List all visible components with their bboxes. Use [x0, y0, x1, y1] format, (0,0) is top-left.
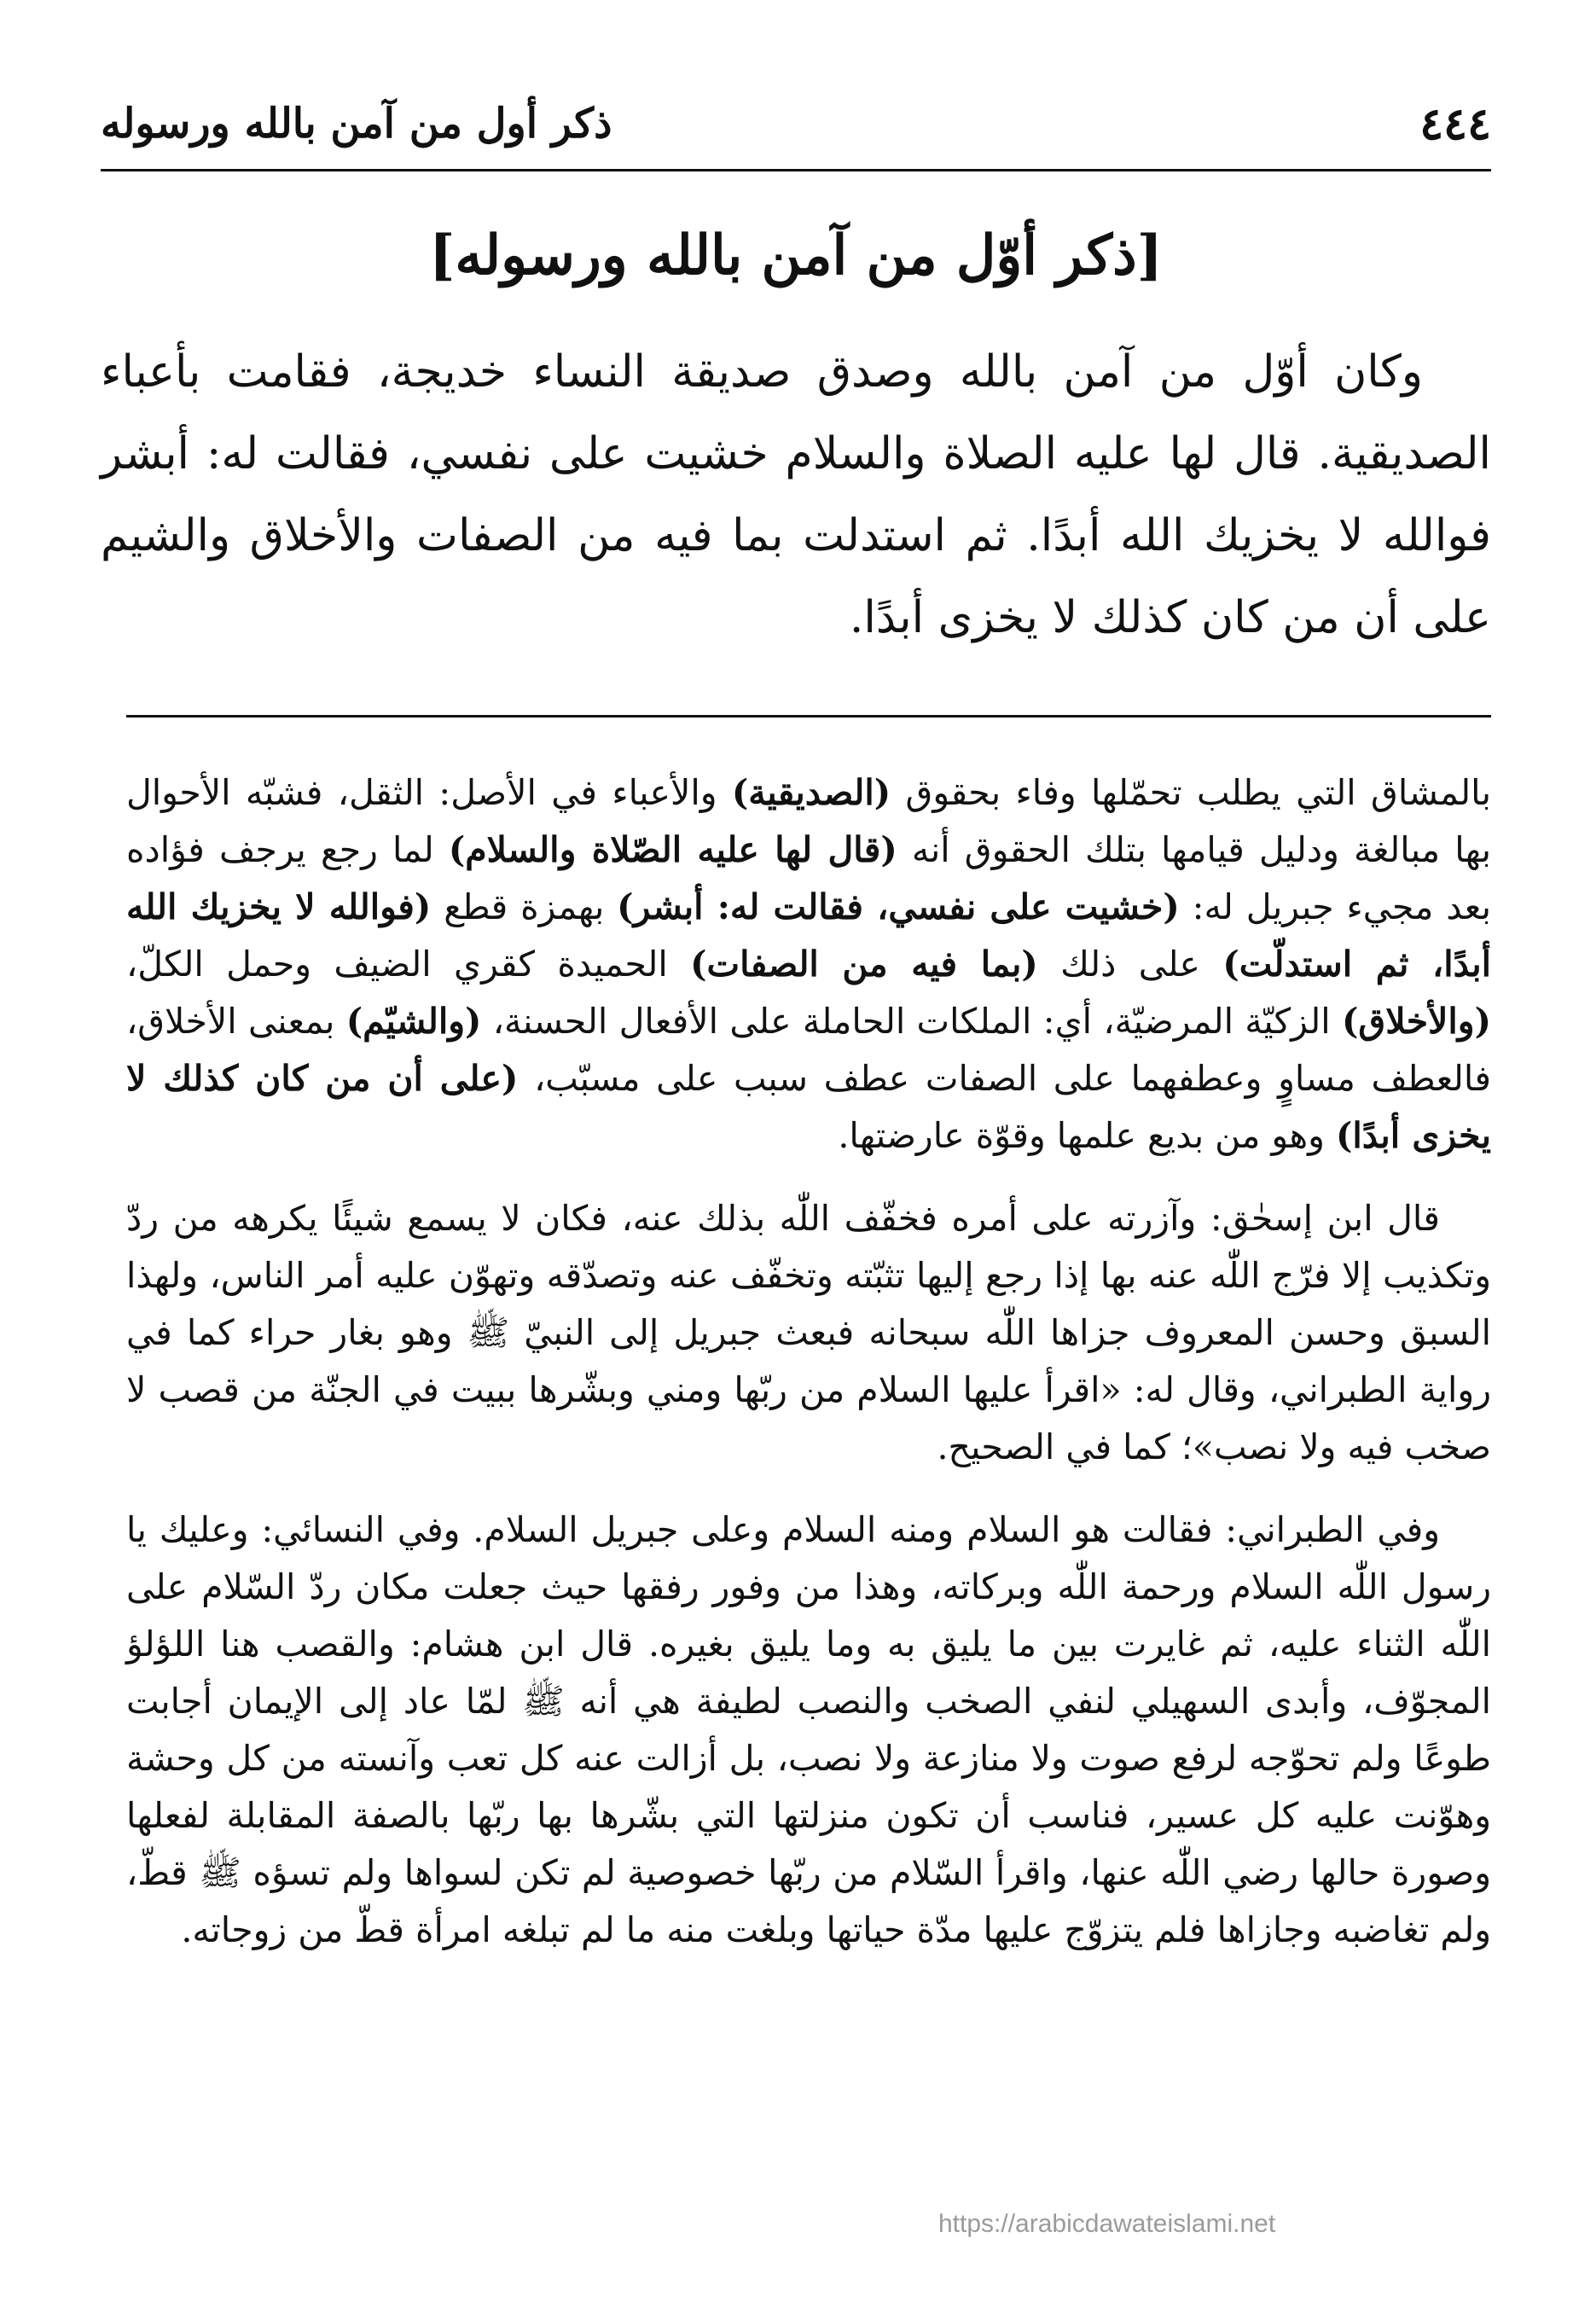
commentary-paragraph-3: وفي الطبراني: فقالت هو السلام ومنه السلام وعلى جبريل السلام. وفي النسائي: وعليك يا رسول اللّٰه السلام ورحمة اللّٰه وبركاته، وهذا من وفور رفقها حيث جعلت مكان ردّ السّلام على اللّٰه الثناء عليه، ثم غايرت بين ما يليق به وما يليق بغيره. قال ابن هشام: والقصب هنا اللؤلؤ المجوّف، وأبدى السهيلي لنفي الصخب والنصب لطيفة هي أنه ﷺ لمّا عاد إلى الإيمان أجابت طوعًا ولم تحوّجه لرفع صوت ولا منازعة ولا نصب، بل أزالت عنه كل تعب وآنسته من كل وحشة وهوّنت عليه كل عسير، فناسب أن تكون منزلتها التي بشّرها بها ربّها بالصفة المقابلة لفعلها وصورة حالها رضي اللّٰه عنها، واقرأ السّلام من ربّها خصوصية لم تكن لسواها ولم تسؤه ﷺ قطّ، ولم تغاضبه وجازاها فلم يتزوّج عليها مدّة حياتها وبلغت منه ما لم تبلغه امرأة قطّ من زوجاته. [126, 1509, 1491, 1950]
commentary-paragraph-2: قال ابن إسحٰق: وآزرته على أمره فخفّف اللّٰه بذلك عنه، فكان لا يسمع شيئًا يكرهه من ردّ وتكذيب إلا فرّج اللّٰه عنه بها إذا رجع إليها تثبّته وتخفّف عنه وتصدّقه وتهوّن عليه أمر الناس، ولهذا السبق وحسن المعروف جزاها اللّٰه سبحانه فبعث جبريل إلى النبيّ ﷺ وهو بغار حراء كما في رواية الطبراني، وقال له: «اقرأ عليها السلام من ربّها ومني وبشّرها ببيت في الجنّة من قصب لا صخب فيه ولا نصب»؛ كما في الصحيح. [126, 1198, 1491, 1467]
commentary-quoted-matn: (قال لها عليه الصّلاة والسلام) [448, 829, 897, 870]
commentary-quoted-matn: (على أن من كان كذلك لا يخزى أبدًا) [126, 1058, 1491, 1156]
main-paragraph: وكان أوّل من آمن بالله وصدق صديقة النساء خديجة، فقامت بأعباء الصديقية. قال لها عليه الصلاة والسلام خشيت على نفسي، فقالت له: أبشر فوالله لا يخزيك الله أبدًا. ثم استدلت بما فيه من الصفات والأخلاق والشيم على أن من كان كذلك لا يخزى أبدًا. [101, 346, 1491, 643]
commentary-paragraph-1 [126, 764, 1491, 1165]
commentary-quoted-matn: (فوالله لا يخزيك الله أبدًا، ثم استدلّت) [126, 886, 1491, 985]
running-title: ذكر أول من آمن بالله ورسوله [101, 100, 612, 148]
commentary-text: والأعباء في الأصل: الثقل، فشبّه الأحوال بها مبالغة ودليل قيامها بتلك الحقوق أنه [126, 772, 1491, 870]
commentary-text: بهمزة قطع [431, 886, 618, 927]
commentary-quoted-matn: (خشيت على نفسي، فقالت له: أبشر) [617, 886, 1180, 927]
main-text [101, 331, 1491, 659]
commentary-text: الحميدة كقري الضيف وحمل الكلّ، [126, 944, 691, 985]
commentary [126, 764, 1491, 1984]
commentary-quoted-matn: (والأخلاق) [1342, 1001, 1492, 1042]
commentary-text: لما رجع يرجف فؤاده بعد مجيء جبريل له: [126, 829, 1491, 927]
commentary-quoted-matn: (بما فيه من الصفات) [690, 944, 1038, 985]
commentary-text: على ذلك [1037, 944, 1223, 985]
footnote-rule [126, 715, 1491, 718]
running-header [101, 90, 1491, 158]
commentary-quoted-matn: (الصديقية) [731, 772, 891, 813]
commentary-text: وهو من بديع علمها وقوّة عارضتها. [838, 1115, 1337, 1156]
section-heading: [ذكر أوّل من آمن بالله ورسوله] [429, 224, 1163, 288]
commentary-text: بالمشاق التي يطلب تحمّلها وفاء بحقوق [891, 772, 1491, 813]
commentary-text: الزكيّة المرضيّة، أي: الملكات الحاملة على الأفعال الحسنة، [481, 1001, 1343, 1042]
commentary-quoted-matn: (والشيّم) [345, 1001, 482, 1042]
watermark-url: https://arabicdawateislami.net [938, 2210, 1276, 2238]
header-rule [101, 169, 1491, 171]
commentary-text: بمعنى الأخلاق، فالعطف مساوٍ وعطفهما على الصفات عطف سبب على مسبّب، [126, 1001, 1491, 1099]
page-number: ٤٤٤ [1419, 97, 1491, 150]
